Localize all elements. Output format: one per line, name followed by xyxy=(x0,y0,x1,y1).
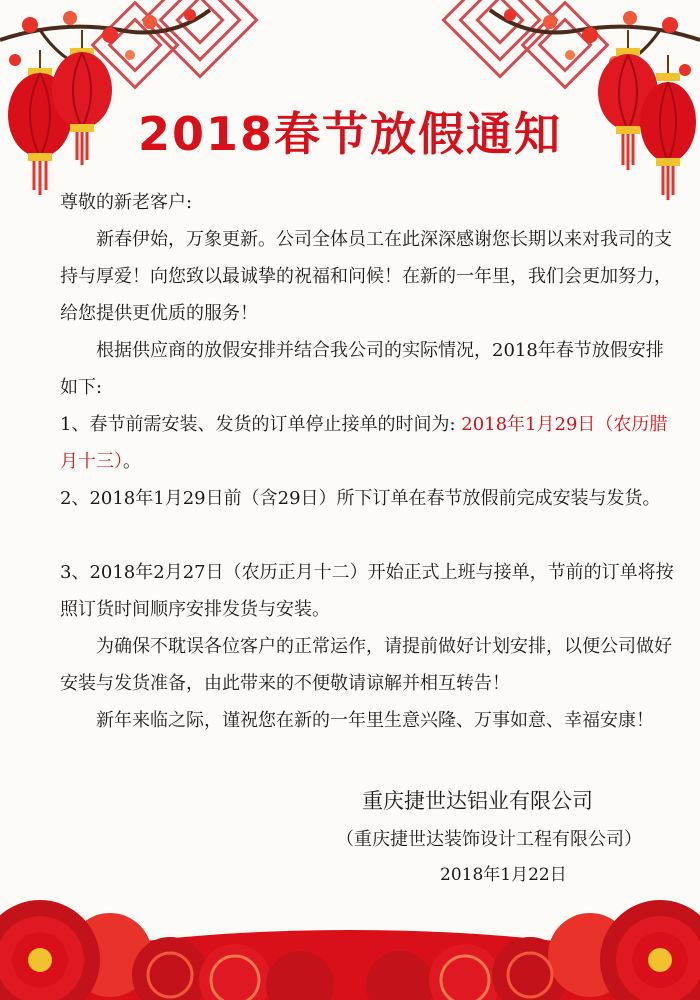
schedule-item-1-text: 1、春节前需安装、发货的订单停止接单的时间为: xyxy=(60,414,462,435)
peony-flower-icon xyxy=(600,900,700,1000)
schedule-item-1-end: 。 xyxy=(123,451,141,472)
lattice-pattern-right xyxy=(443,0,607,87)
intro-paragraph: 新春伊始，万象更新。公司全体员工在此深深感谢您长期以来对我司的支持与厚爱！向您致以最诚挚的祝福和问候！在新的一年里，我们会更加努力，给您提供更优质的服务！ xyxy=(60,229,672,324)
lattice-pattern-left xyxy=(93,0,257,87)
company-name-secondary: （重庆捷世达装饰设计工程有限公司） xyxy=(336,829,642,850)
schedule-item-2: 2、2018年1月29日前（含29日）所下订单在春节放假前完成安装与发货。 xyxy=(60,488,661,509)
company-name: 重庆捷世达铝业有限公司 xyxy=(362,789,593,813)
notice-title: 2018春节放假通知 xyxy=(137,107,563,161)
notice-date: 2018年1月22日 xyxy=(440,865,567,885)
greeting: 尊敬的新老客户: xyxy=(60,192,193,213)
schedule-intro-paragraph: 根据供应商的放假安排并结合我公司的实际情况，2018年春节放假安排如下: xyxy=(60,340,664,398)
cloud-pattern-bottom xyxy=(0,913,700,1000)
schedule-item-3: 3、2018年2月27日（农历正月十二）开始正式上班与接单，节前的订单将按照订货时间顺序安排发货与安装。 xyxy=(60,562,674,620)
schedule-item-1 xyxy=(60,406,680,480)
wishes-paragraph: 新年来临之际，谨祝您在新的一年里生意兴隆、万事如意、幸福安康！ xyxy=(96,710,654,731)
reminder-paragraph: 为确保不耽误各位客户的正常运作，请提前做好计划安排，以便公司做好安装与发货准备，由此带来的不便敬请谅解并相互转告！ xyxy=(60,636,672,694)
cutoff-date: 2018年1月29日（农历腊月十三） xyxy=(60,414,668,472)
peony-flower-icon xyxy=(0,900,100,1000)
